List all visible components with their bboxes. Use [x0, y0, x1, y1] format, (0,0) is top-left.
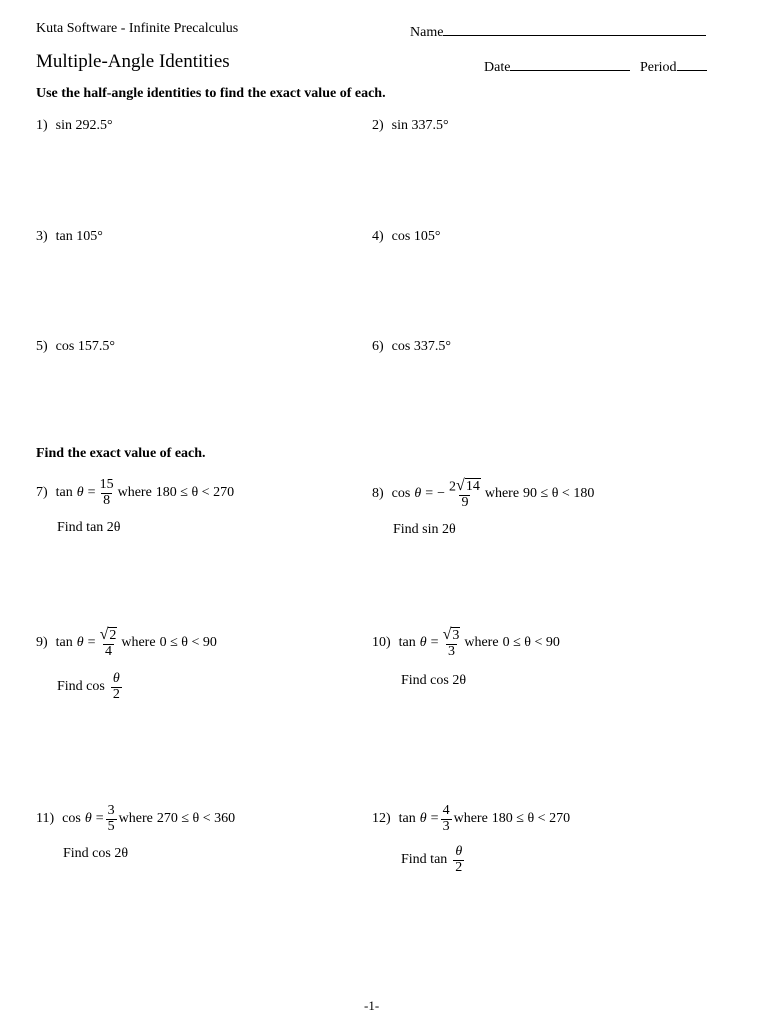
equals-sign: = [430, 635, 439, 651]
problem-number: 5) [36, 339, 48, 354]
problem-11 [36, 804, 235, 834]
function-name: tan [398, 811, 416, 827]
fraction-denominator: 9 [461, 495, 469, 511]
problem-number: 1) [36, 118, 48, 133]
problem-number: 8) [372, 486, 384, 502]
problem-number: 10) [372, 635, 391, 651]
radical-sign: √ [456, 477, 465, 495]
problem-11-find: Find cos 2θ [63, 846, 129, 861]
problem-10-find: Find cos 2θ [401, 673, 467, 688]
fraction [98, 627, 120, 660]
where-word: where [121, 635, 156, 651]
coefficient: 2 [449, 479, 457, 495]
problem-number: 4) [372, 229, 384, 244]
fraction-numerator: 4 [442, 803, 450, 818]
theta-symbol: θ [419, 635, 427, 651]
problem-9-find [57, 672, 124, 702]
equals-sign: = [430, 811, 439, 827]
name-field[interactable] [410, 21, 706, 41]
minus-sign: − [437, 486, 446, 502]
section1-instruction: Use the half-angle identities to find the exact value of each. [36, 86, 386, 101]
date-field[interactable] [484, 56, 630, 76]
problem-9 [36, 627, 217, 660]
problem-text: cos 157.5° [55, 339, 115, 354]
fraction [453, 845, 464, 875]
function-name: tan [398, 635, 416, 651]
problem-number: 3) [36, 229, 48, 244]
problem-12 [372, 804, 570, 834]
fraction-numerator [98, 627, 120, 644]
theta-symbol: θ [414, 486, 422, 502]
fraction-numerator: θ [112, 671, 120, 686]
where-word: where [453, 811, 488, 827]
problem-8-find: Find sin 2θ [393, 522, 456, 537]
software-brand: Kuta Software - Infinite Precalculus [36, 21, 239, 36]
fraction-denominator: 2 [455, 859, 463, 875]
fraction-numerator: θ [455, 844, 463, 859]
condition: 0 ≤ θ < 90 [502, 635, 560, 651]
fraction [447, 478, 483, 511]
radical-sign: √ [99, 626, 109, 644]
radicand: 14 [465, 479, 480, 494]
problem-2 [372, 118, 449, 134]
problem-7 [36, 478, 234, 508]
problem-number: 2) [372, 118, 384, 133]
problem-number: 9) [36, 635, 48, 651]
problem-5 [36, 339, 115, 355]
fraction-denominator: 8 [103, 492, 111, 508]
page-title: Multiple-Angle Identities [36, 51, 230, 72]
period-label: Period [640, 60, 677, 75]
condition: 0 ≤ θ < 90 [159, 635, 217, 651]
find-prefix: Find tan [401, 852, 448, 868]
problem-10 [372, 627, 560, 660]
equals-sign: = [425, 486, 434, 502]
problem-12-find [401, 845, 466, 875]
radical [100, 627, 118, 643]
problem-8 [372, 478, 594, 511]
fraction-numerator: 3 [107, 803, 115, 818]
fraction-denominator: 4 [104, 644, 112, 660]
where-word: where [118, 811, 153, 827]
problem-text: cos 337.5° [391, 339, 451, 354]
page-number: -1- [364, 998, 380, 1013]
condition: 180 ≤ θ < 270 [491, 811, 571, 827]
section2-instruction: Find the exact value of each. [36, 446, 206, 461]
fraction [441, 627, 463, 660]
problem-text: sin 337.5° [391, 118, 449, 133]
radical [443, 627, 461, 643]
function-name: tan [55, 635, 73, 651]
fraction-numerator [447, 478, 483, 495]
name-blank[interactable] [443, 21, 706, 36]
fraction-numerator: 15 [99, 477, 114, 492]
problem-number: 12) [372, 811, 391, 827]
problem-1 [36, 118, 113, 134]
where-word: where [484, 486, 520, 502]
date-blank[interactable] [510, 56, 630, 71]
equals-sign: = [95, 811, 104, 827]
period-field[interactable] [640, 56, 707, 76]
condition: 180 ≤ θ < 270 [155, 485, 235, 501]
where-word: where [464, 635, 499, 651]
problem-6 [372, 339, 451, 355]
theta-symbol: θ [76, 485, 84, 501]
problem-4 [372, 229, 440, 245]
find-prefix: Find cos [57, 679, 105, 695]
radicand: 3 [452, 628, 460, 643]
name-label: Name [410, 25, 444, 40]
fraction-denominator: 5 [107, 818, 115, 834]
fraction [441, 804, 452, 834]
fraction [106, 804, 117, 834]
problem-number: 7) [36, 485, 48, 501]
problem-3 [36, 229, 103, 245]
equals-sign: = [87, 485, 96, 501]
fraction-denominator: 2 [112, 686, 120, 702]
theta-symbol: θ [419, 811, 427, 827]
fraction-numerator [441, 627, 463, 644]
theta-symbol: θ [84, 811, 92, 827]
problem-text: sin 292.5° [55, 118, 113, 133]
condition: 270 ≤ θ < 360 [156, 811, 236, 827]
fraction-denominator: 3 [447, 644, 455, 660]
radical [456, 478, 481, 494]
condition: 90 ≤ θ < 180 [523, 486, 595, 502]
fraction [98, 478, 116, 508]
problem-text: cos 105° [391, 229, 441, 244]
fraction-denominator: 3 [442, 818, 450, 834]
date-label: Date [484, 60, 511, 75]
radicand: 2 [109, 628, 117, 643]
problem-text: tan 105° [55, 229, 103, 244]
equals-sign: = [87, 635, 96, 651]
period-blank[interactable] [677, 56, 707, 71]
function-name: cos [391, 486, 411, 502]
problem-number: 6) [372, 339, 384, 354]
problem-7-find: Find tan 2θ [57, 520, 121, 535]
where-word: where [117, 485, 152, 501]
function-name: cos [62, 811, 81, 827]
function-name: tan [55, 485, 73, 501]
fraction [111, 672, 122, 702]
theta-symbol: θ [76, 635, 84, 651]
problem-number: 11) [36, 811, 55, 827]
radical-sign: √ [442, 626, 452, 644]
